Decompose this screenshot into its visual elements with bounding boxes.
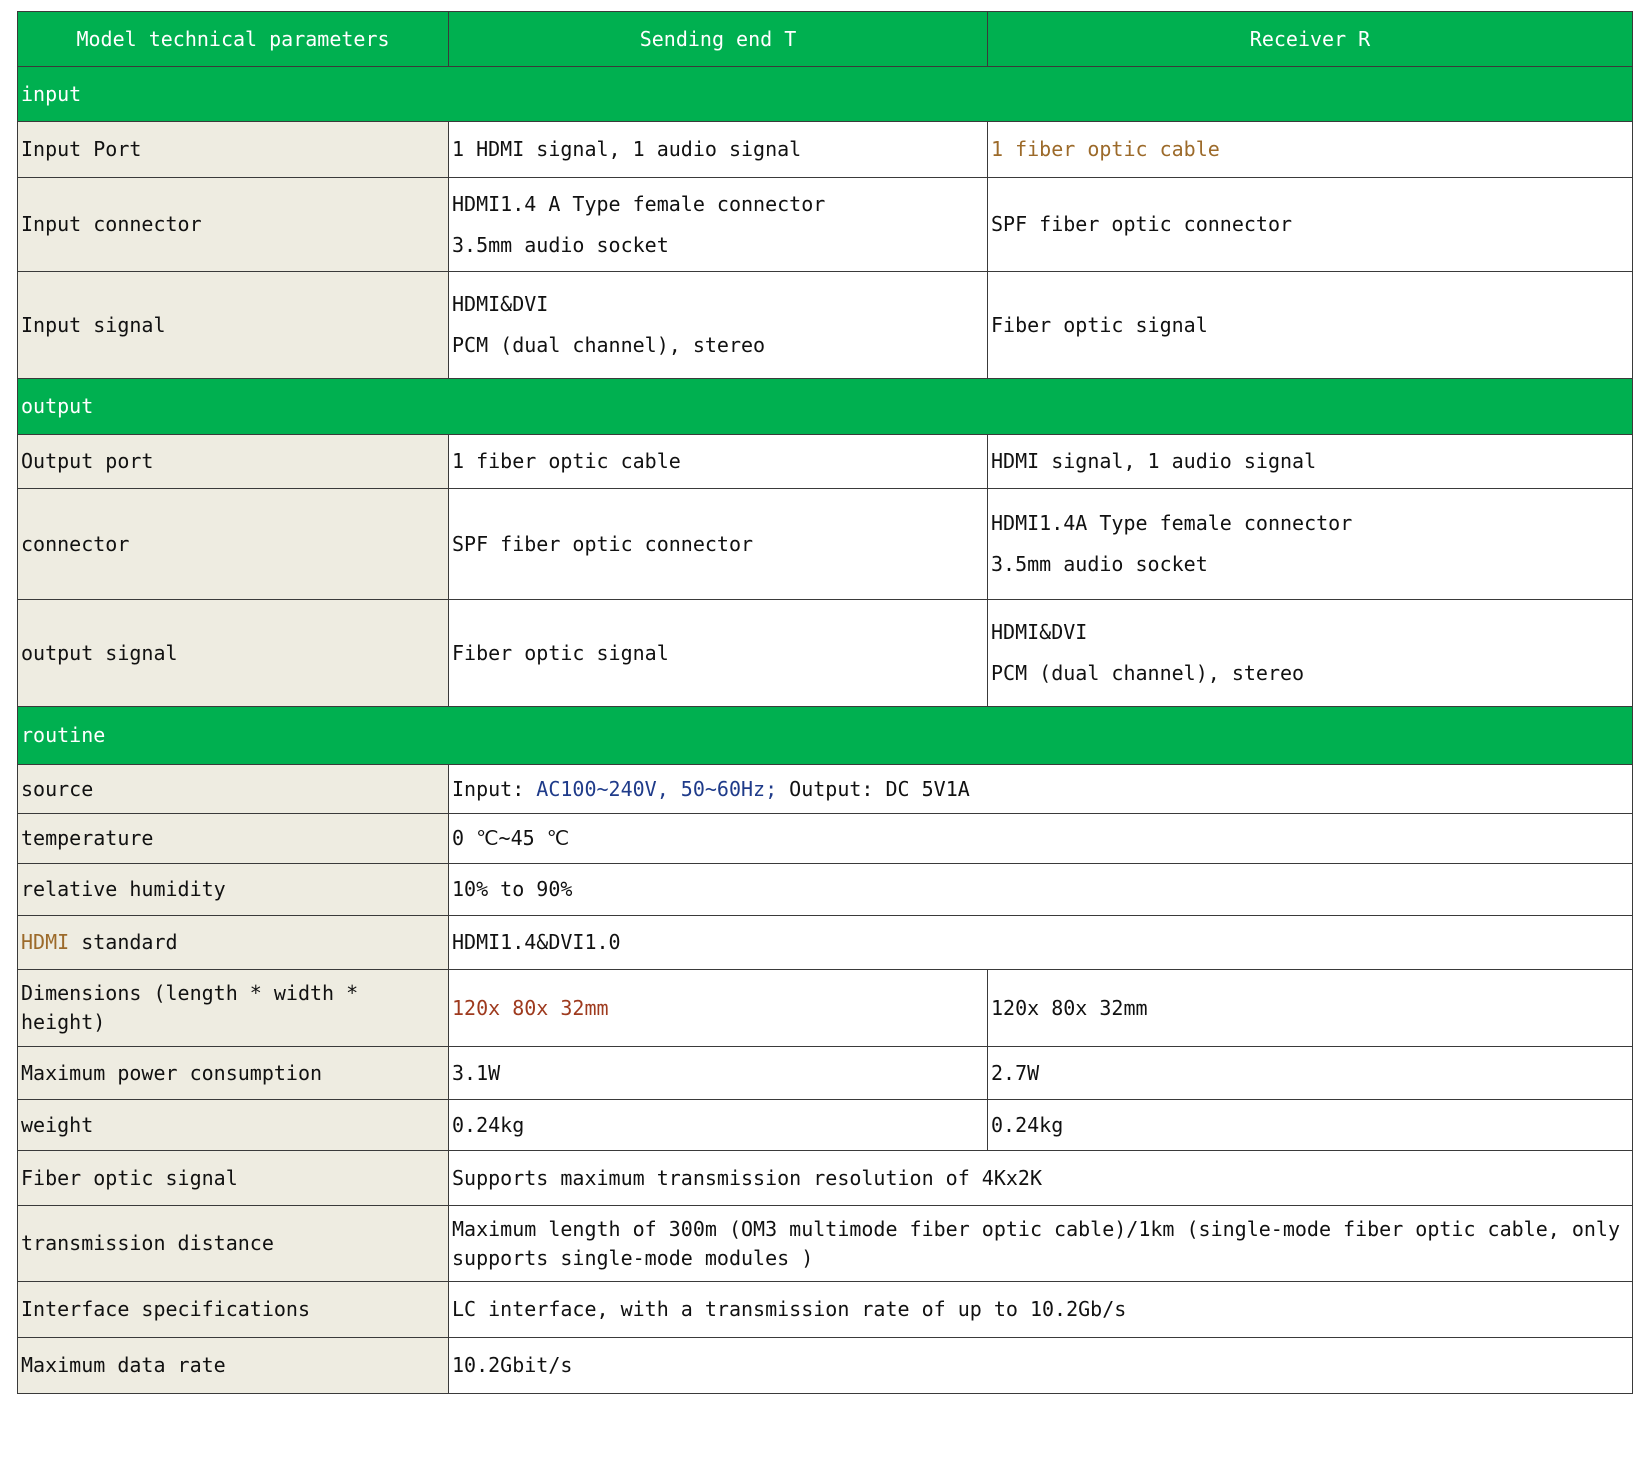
header-model-params: Model technical parameters [18, 12, 449, 67]
section-row-output [18, 379, 1633, 435]
table-row [18, 1206, 1633, 1282]
receiver-value: Fiber optic signal [988, 272, 1633, 379]
receiver-value: 2.7W [988, 1047, 1633, 1100]
row-label: transmission distance [18, 1206, 449, 1282]
value-line: HDMI1.4A Type female connector [991, 511, 1353, 535]
shared-value [449, 765, 1633, 814]
row-label: temperature [18, 814, 449, 864]
table-row [18, 1282, 1633, 1338]
value-line: HDMI&DVI [991, 620, 1088, 644]
shared-value: Supports maximum transmission resolution of 4Kx2K [449, 1151, 1633, 1206]
shared-value: 0 ℃~45 ℃ [449, 814, 1633, 864]
row-label: Dimensions (length * width * height) [18, 970, 449, 1047]
row-label: relative humidity [18, 864, 449, 916]
table-row [18, 178, 1633, 272]
table-row [18, 916, 1633, 970]
value-line: HDMI&DVI [452, 292, 549, 316]
row-label: Maximum data rate [18, 1338, 449, 1394]
sending-value: 1 fiber optic cable [449, 435, 988, 489]
table-row [18, 970, 1633, 1047]
shared-value: 10.2Gbit/s [449, 1338, 1633, 1394]
header-row [18, 12, 1633, 67]
sending-value: 3.1W [449, 1047, 988, 1100]
row-label: weight [18, 1100, 449, 1151]
shared-value: LC interface, with a transmission rate of up to 10.2Gb/s [449, 1282, 1633, 1338]
table-row [18, 435, 1633, 489]
shared-value: 10% to 90% [449, 864, 1633, 916]
value-line: 3.5mm audio socket [991, 552, 1208, 576]
section-title-output: output [18, 379, 1633, 435]
table-row [18, 1100, 1633, 1151]
row-label [18, 916, 449, 970]
receiver-value: 1 fiber optic cable [988, 122, 1633, 178]
row-label: Output port [18, 435, 449, 489]
receiver-value: 120x 80x 32mm [988, 970, 1633, 1047]
sending-value: 1 HDMI signal, 1 audio signal [449, 122, 988, 178]
table-row [18, 489, 1633, 600]
row-label: Interface specifications [18, 1282, 449, 1338]
receiver-value: 0.24kg [988, 1100, 1633, 1151]
sending-value: 120x 80x 32mm [449, 970, 988, 1047]
receiver-value: SPF fiber optic connector [988, 178, 1633, 272]
hdmi-label-highlight: HDMI [21, 930, 70, 954]
spec-table [17, 11, 1633, 1394]
header-receiver: Receiver R [988, 12, 1633, 67]
table-row [18, 814, 1633, 864]
value-line: HDMI1.4 A Type female connector [452, 191, 826, 216]
table-row [18, 1338, 1633, 1394]
table-row [18, 864, 1633, 916]
section-row-input [18, 67, 1633, 122]
row-label: output signal [18, 600, 449, 707]
sending-value: Fiber optic signal [449, 600, 988, 707]
receiver-value [988, 600, 1633, 707]
value-line: PCM (dual channel), stereo [991, 661, 1305, 685]
receiver-value [988, 489, 1633, 600]
sending-value: 0.24kg [449, 1100, 988, 1151]
receiver-value: HDMI signal, 1 audio signal [988, 435, 1633, 489]
section-title-input: input [18, 67, 1633, 122]
sending-value [449, 178, 988, 272]
section-title-routine: routine [18, 707, 1633, 765]
table-row [18, 1151, 1633, 1206]
row-label: connector [18, 489, 449, 600]
row-label: Input signal [18, 272, 449, 379]
section-row-routine [18, 707, 1633, 765]
row-label: Fiber optic signal [18, 1151, 449, 1206]
source-input-range: AC100~240V, 50~60Hz; [536, 776, 778, 801]
shared-value: Maximum length of 300m (OM3 multimode fiber optic cable)/1km (single-mode fiber optic cable, only supports single-mode modules ) [449, 1206, 1633, 1282]
sending-value [449, 272, 988, 379]
shared-value: HDMI1.4&DVI1.0 [449, 916, 1633, 970]
header-sending-end: Sending end T [449, 12, 988, 67]
row-label: Input connector [18, 178, 449, 272]
table-row [18, 122, 1633, 178]
sending-value: SPF fiber optic connector [449, 489, 988, 600]
table-row [18, 272, 1633, 379]
source-input-prefix: Input: [452, 776, 537, 801]
table-row [18, 1047, 1633, 1100]
value-line: 3.5mm audio socket [452, 232, 669, 257]
row-label: source [18, 765, 449, 814]
table-row [18, 600, 1633, 707]
table-row [18, 765, 1633, 814]
value-line: PCM (dual channel), stereo [452, 333, 766, 357]
row-label: Input Port [18, 122, 449, 178]
hdmi-label-rest: standard [69, 930, 178, 954]
row-label: Maximum power consumption [18, 1047, 449, 1100]
source-output: Output: DC 5V1A [777, 776, 970, 801]
